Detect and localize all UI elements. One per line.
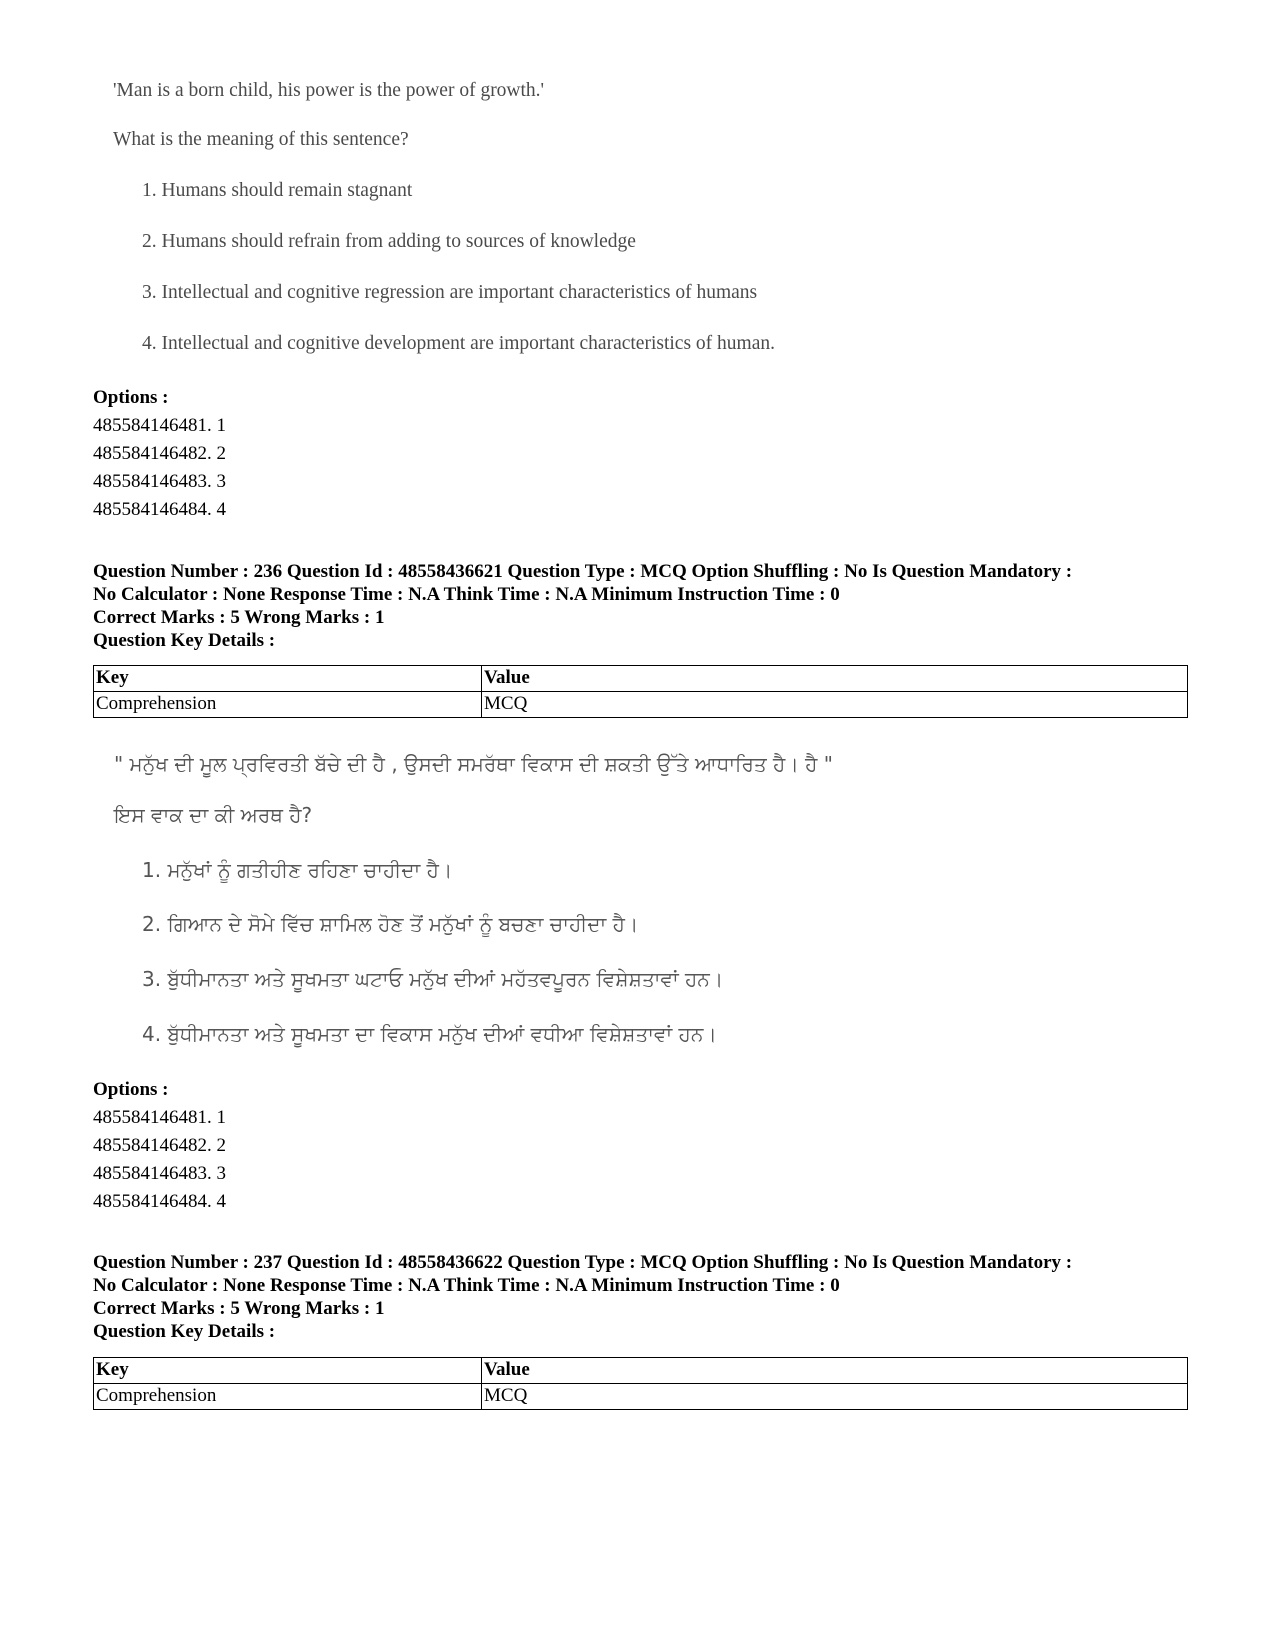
option-item: 485584146484. 4 [93,499,226,520]
options-list [93,1076,226,1216]
key-value-table [93,665,1188,718]
choice-3: 3. ਬੁੱਧੀਮਾਨਤਾ ਅਤੇ ਸੂਖਮਤਾ ਘਟਾਓ ਮਨੁੱਖ ਦੀਆਂ ਮਹੱਤਵਪੂਰਨ ਵਿਸ਼ੇਸ਼ਤਾਵਾਂ ਹਨ। [142,967,724,991]
choice-1: 1. Humans should remain stagnant [142,180,413,201]
option-item: 485584146484. 4 [93,1191,226,1212]
key-header: Key [94,666,482,692]
choice-1: 1. ਮਨੁੱਖਾਂ ਨੂੰ ਗਤੀਹੀਣ ਰਹਿਣਾ ਚਾਹੀਦਾ ਹੈ। [142,858,453,882]
key-details-label: Question Key Details : [93,1321,276,1342]
option-item: 485584146481. 1 [93,415,226,436]
question-meta [93,1251,1193,1343]
choice-2: 2. ਗਿਆਨ ਦੇ ਸੋਮੇ ਵਿੱਚ ਸ਼ਾਮਿਲ ਹੋਣ ਤੋਂ ਮਨੁੱਖਾਂ ਨੂੰ ਬਚਣਾ ਚਾਹੀਦਾ ਹੈ। [142,912,639,936]
options-header: Options : [93,1079,169,1100]
key-details-label: Question Key Details : [93,630,276,651]
meta-line-2: No Calculator : None Response Time : N.A Think Time : N.A Minimum Instruction Time : 0 [93,584,840,605]
question-prompt: What is the meaning of this sentence? [113,129,409,150]
meta-line-2: No Calculator : None Response Time : N.A Think Time : N.A Minimum Instruction Time : 0 [93,1275,840,1296]
option-item: 485584146483. 3 [93,471,226,492]
marks-line: Correct Marks : 5 Wrong Marks : 1 [93,607,385,628]
value-cell: MCQ [482,692,1188,718]
options-list [93,384,226,524]
question-prompt: ਇਸ ਵਾਕ ਦਾ ਕੀ ਅਰਥ ਹੈ? [114,803,313,827]
value-header: Value [482,1358,1188,1384]
choice-4: 4. ਬੁੱਧੀਮਾਨਤਾ ਅਤੇ ਸੂਖਮਤਾ ਦਾ ਵਿਕਾਸ ਮਨੁੱਖ ਦੀਆਂ ਵਧੀਆ ਵਿਸ਼ੇਸ਼ਤਾਵਾਂ ਹਨ। [142,1022,717,1046]
choice-2: 2. Humans should refrain from adding to sources of knowledge [142,231,636,252]
key-header: Key [94,1358,482,1384]
key-cell: Comprehension [94,1384,482,1410]
choice-3: 3. Intellectual and cognitive regression are important characteristics of humans [142,282,758,303]
value-cell: MCQ [482,1384,1188,1410]
meta-line-1: Question Number : 236 Question Id : 48558436621 Question Type : MCQ Option Shuffling : No Is Question Mandatory : [93,561,1073,582]
option-item: 485584146483. 3 [93,1163,226,1184]
question-stem: 'Man is a born child, his power is the power of growth.' [113,80,545,101]
meta-line-1: Question Number : 237 Question Id : 48558436622 Question Type : MCQ Option Shuffling : No Is Question Mandatory : [93,1252,1073,1273]
key-value-table [93,1357,1188,1410]
question-stem: " ਮਨੁੱਖ ਦੀ ਮੂਲ ਪ੍ਰਵਿਰਤੀ ਬੱਚੇ ਦੀ ਹੈ , ਉਸਦੀ ਸਮਰੱਥਾ ਵਿਕਾਸ ਦੀ ਸ਼ਕਤੀ ਉੱਤੇ ਆਧਾਰਿਤ ਹੈ। ਹੈ " [114,752,833,776]
options-header: Options : [93,387,169,408]
option-item: 485584146482. 2 [93,443,226,464]
option-item: 485584146482. 2 [93,1135,226,1156]
value-header: Value [482,666,1188,692]
question-meta [93,560,1193,652]
marks-line: Correct Marks : 5 Wrong Marks : 1 [93,1298,385,1319]
choice-4: 4. Intellectual and cognitive development are important characteristics of human. [142,333,775,354]
key-cell: Comprehension [94,692,482,718]
option-item: 485584146481. 1 [93,1107,226,1128]
